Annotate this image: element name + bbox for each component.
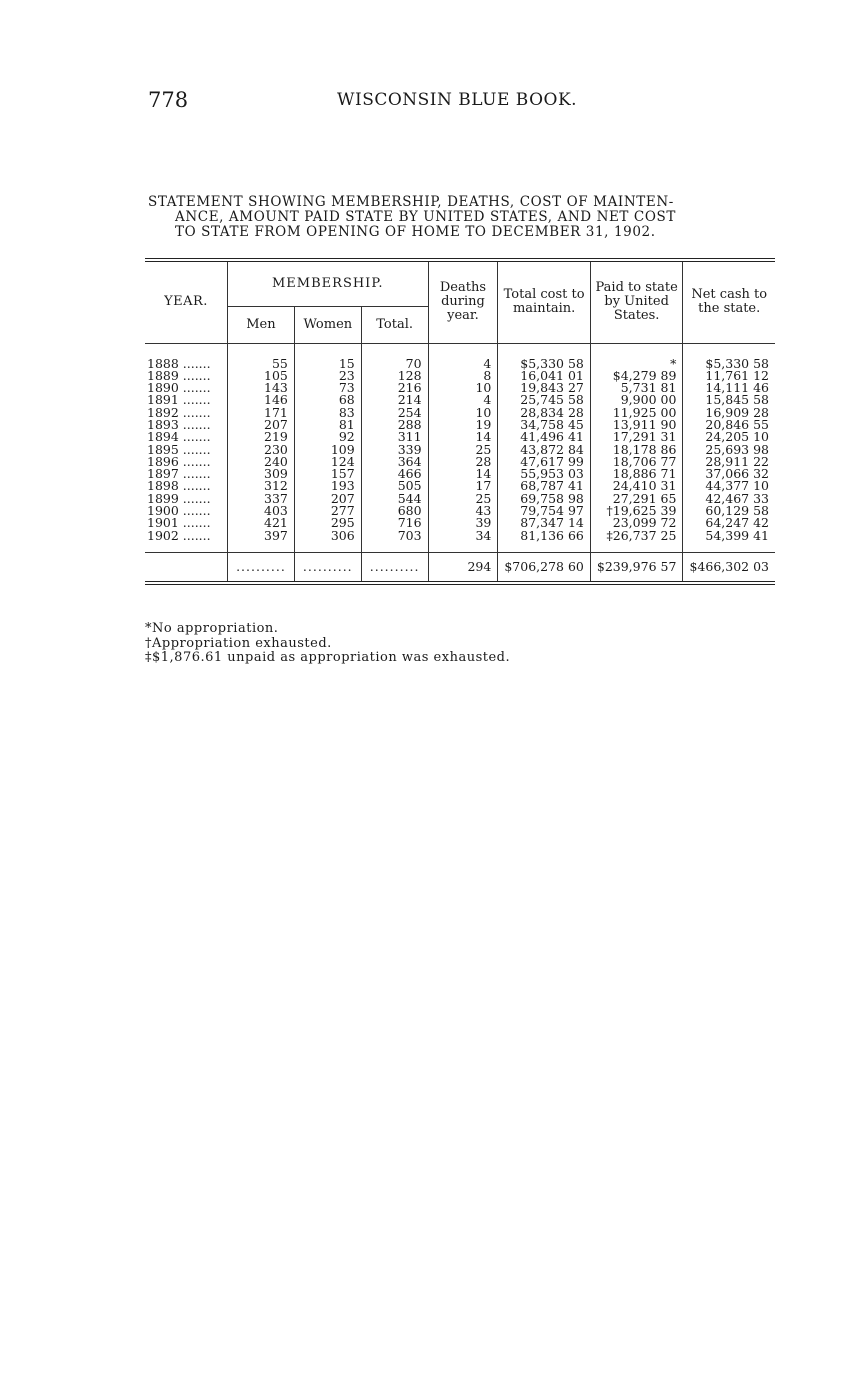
cell-total: 364	[361, 456, 428, 468]
cell-women: 109	[294, 444, 361, 456]
header-net: Net cash to the state.	[683, 260, 775, 343]
table-row	[145, 468, 775, 480]
cell-paid: †19,625 39	[590, 505, 683, 517]
cell-net: 14,111 46	[683, 382, 775, 394]
cell-deaths: 14	[428, 431, 498, 443]
cell-women: 68	[294, 394, 361, 406]
cell-deaths: 25	[428, 444, 498, 456]
cell-paid: ‡26,737 25	[590, 530, 683, 542]
table-caption	[148, 195, 780, 240]
cell-total: 339	[361, 444, 428, 456]
cell-total: 505	[361, 480, 428, 492]
cell-paid: 27,291 65	[590, 493, 683, 505]
cell-total: 311	[361, 431, 428, 443]
cell-paid: 18,886 71	[590, 468, 683, 480]
cell-net: 37,066 32	[683, 468, 775, 480]
cell-women: 124	[294, 456, 361, 468]
cell-paid: 9,900 00	[590, 394, 683, 406]
table-row	[145, 431, 775, 443]
caption-line: STATEMENT SHOWING MEMBERSHIP, DEATHS, COST OF MAINTEN-	[148, 194, 674, 210]
cell-deaths: 25	[428, 493, 498, 505]
cell-women: 277	[294, 505, 361, 517]
cell-men: 397	[228, 530, 295, 542]
cell-total: 680	[361, 505, 428, 517]
cell-paid: 13,911 90	[590, 419, 683, 431]
table-row	[145, 394, 775, 406]
cell-men: 207	[228, 419, 295, 431]
cell-total: 254	[361, 407, 428, 419]
cell-total-cost: 19,843 27	[498, 382, 591, 394]
cell-total-cost: 69,758 98	[498, 493, 591, 505]
cell-total: 70	[361, 358, 428, 370]
cell-total-cost: 41,496 41	[498, 431, 591, 443]
cell-total-cost: 68,787 41	[498, 480, 591, 492]
cell-deaths: 17	[428, 480, 498, 492]
cell-women: 207	[294, 493, 361, 505]
cell-year: 1902 .......	[147, 527, 211, 543]
cell-paid: 5,731 81	[590, 382, 683, 394]
cell-paid: $4,279 89	[590, 370, 683, 382]
cell-deaths: 10	[428, 382, 498, 394]
cell-deaths: 43	[428, 505, 498, 517]
page-number: 778	[148, 88, 189, 112]
cell-total: 544	[361, 493, 428, 505]
cell-net: 42,467 33	[683, 493, 775, 505]
table-row	[145, 530, 775, 542]
cell-women: 157	[294, 468, 361, 480]
cell-paid: 24,410 31	[590, 480, 683, 492]
cell-men: 230	[228, 444, 295, 456]
cell-year: 1900 .......	[147, 503, 211, 519]
caption-line: ANCE, AMOUNT PAID STATE BY UNITED STATES, AND NET COST	[175, 209, 676, 225]
cell-net: $5,330 58	[683, 358, 775, 370]
cell-net: 11,761 12	[683, 370, 775, 382]
cell-net: 44,377 10	[683, 480, 775, 492]
cell-women: 306	[294, 530, 361, 542]
cell-net: 60,129 58	[683, 505, 775, 517]
header-total-cost: Total cost to maintain.	[498, 260, 591, 343]
cell-net: 16,909 28	[683, 407, 775, 419]
cell-deaths: 34	[428, 530, 498, 542]
cell-total: 466	[361, 468, 428, 480]
footnote: †Appropriation exhausted.	[145, 635, 332, 651]
cell-net: 54,399 41	[683, 530, 775, 542]
cell-total-cost: 43,872 84	[498, 444, 591, 456]
cell-year: 1899 .......	[147, 490, 211, 506]
cell-men: 55	[228, 358, 295, 370]
totals-row	[145, 552, 775, 583]
cell-total: 716	[361, 517, 428, 529]
total-women: ..........	[294, 552, 361, 583]
cell-men: 240	[228, 456, 295, 468]
cell-year: 1895 .......	[147, 441, 211, 457]
cell-deaths: 4	[428, 358, 498, 370]
header-women: Women	[294, 307, 361, 343]
footnote: ‡$1,876.61 unpaid as appropriation was exhausted.	[145, 650, 511, 665]
cell-men: 337	[228, 493, 295, 505]
cell-women: 193	[294, 480, 361, 492]
cell-total: 216	[361, 382, 428, 394]
table-row	[145, 493, 775, 505]
cell-net: 20,846 55	[683, 419, 775, 431]
cell-deaths: 19	[428, 419, 498, 431]
cell-women: 92	[294, 431, 361, 443]
cell-paid: 18,178 86	[590, 444, 683, 456]
cell-total: 214	[361, 394, 428, 406]
cell-year: 1898 .......	[147, 478, 211, 494]
cell-year: 1897 .......	[147, 466, 211, 482]
table-row	[145, 419, 775, 431]
cell-deaths: 8	[428, 370, 498, 382]
cell-total: 128	[361, 370, 428, 382]
cell-total-cost: 79,754 97	[498, 505, 591, 517]
table-row	[145, 517, 775, 529]
cell-total-cost: 25,745 58	[498, 394, 591, 406]
cell-year: 1891 .......	[147, 392, 211, 408]
cell-deaths: 14	[428, 468, 498, 480]
header-year: YEAR.	[164, 294, 208, 310]
cell-paid: 17,291 31	[590, 431, 683, 443]
cell-men: 312	[228, 480, 295, 492]
cell-men: 105	[228, 370, 295, 382]
cell-women: 81	[294, 419, 361, 431]
cell-year: 1892 .......	[147, 404, 211, 420]
table-row	[145, 444, 775, 456]
cell-men: 403	[228, 505, 295, 517]
cell-year: 1890 .......	[147, 380, 211, 396]
cell-men: 143	[228, 382, 295, 394]
header-total: Total.	[361, 307, 428, 343]
footnotes	[145, 622, 510, 666]
total-total: ..........	[361, 552, 428, 583]
cell-women: 73	[294, 382, 361, 394]
cell-total-cost: $5,330 58	[498, 358, 591, 370]
table-row	[145, 358, 775, 370]
total-cost: $706,278 60	[498, 552, 591, 583]
cell-deaths: 4	[428, 394, 498, 406]
table-row	[145, 505, 775, 517]
cell-year: 1896 .......	[147, 453, 211, 469]
cell-deaths: 28	[428, 456, 498, 468]
cell-total-cost: 34,758 45	[498, 419, 591, 431]
cell-total: 288	[361, 419, 428, 431]
cell-year: 1901 .......	[147, 515, 211, 531]
cell-women: 23	[294, 370, 361, 382]
caption-line: TO STATE FROM OPENING OF HOME TO DECEMBER 31, 1902.	[175, 224, 656, 240]
table-row	[145, 382, 775, 394]
cell-total-cost: 81,136 66	[498, 530, 591, 542]
total-paid: $239,976 57	[590, 552, 683, 583]
cell-year: 1888 .......	[147, 355, 211, 371]
cell-deaths: 10	[428, 407, 498, 419]
total-deaths: 294	[428, 552, 498, 583]
cell-paid: *	[590, 358, 683, 370]
cell-men: 171	[228, 407, 295, 419]
header-men: Men	[228, 307, 295, 343]
cell-year: 1894 .......	[147, 429, 211, 445]
cell-net: 24,205 10	[683, 431, 775, 443]
header-paid: Paid to state by United States.	[590, 260, 683, 343]
table-row	[145, 456, 775, 468]
cell-women: 15	[294, 358, 361, 370]
cell-paid: 18,706 77	[590, 456, 683, 468]
cell-men: 146	[228, 394, 295, 406]
total-men: ..........	[228, 552, 295, 583]
cell-paid: 23,099 72	[590, 517, 683, 529]
cell-men: 421	[228, 517, 295, 529]
header-deaths: Deaths during year.	[428, 260, 498, 343]
running-title: WISCONSIN BLUE BOOK.	[337, 90, 578, 110]
cell-total: 703	[361, 530, 428, 542]
cell-deaths: 39	[428, 517, 498, 529]
cell-net: 15,845 58	[683, 394, 775, 406]
cell-net: 64,247 42	[683, 517, 775, 529]
table-row	[145, 370, 775, 382]
table-row	[145, 480, 775, 492]
footnote: *No appropriation.	[145, 621, 279, 636]
cell-total-cost: 16,041 01	[498, 370, 591, 382]
cell-paid: 11,925 00	[590, 407, 683, 419]
cell-total-cost: 87,347 14	[498, 517, 591, 529]
cell-total-cost: 28,834 28	[498, 407, 591, 419]
cell-men: 309	[228, 468, 295, 480]
cell-year: 1889 .......	[147, 367, 211, 383]
header-membership: MEMBERSHIP.	[228, 260, 429, 307]
cell-women: 83	[294, 407, 361, 419]
cell-men: 219	[228, 431, 295, 443]
total-net: $466,302 03	[683, 552, 775, 583]
cell-total-cost: 55,953 03	[498, 468, 591, 480]
table-row	[145, 407, 775, 419]
cell-total-cost: 47,617 99	[498, 456, 591, 468]
cell-year: 1893 .......	[147, 416, 211, 432]
cell-net: 28,911 22	[683, 456, 775, 468]
cell-women: 295	[294, 517, 361, 529]
membership-table	[145, 258, 775, 585]
cell-net: 25,693 98	[683, 444, 775, 456]
